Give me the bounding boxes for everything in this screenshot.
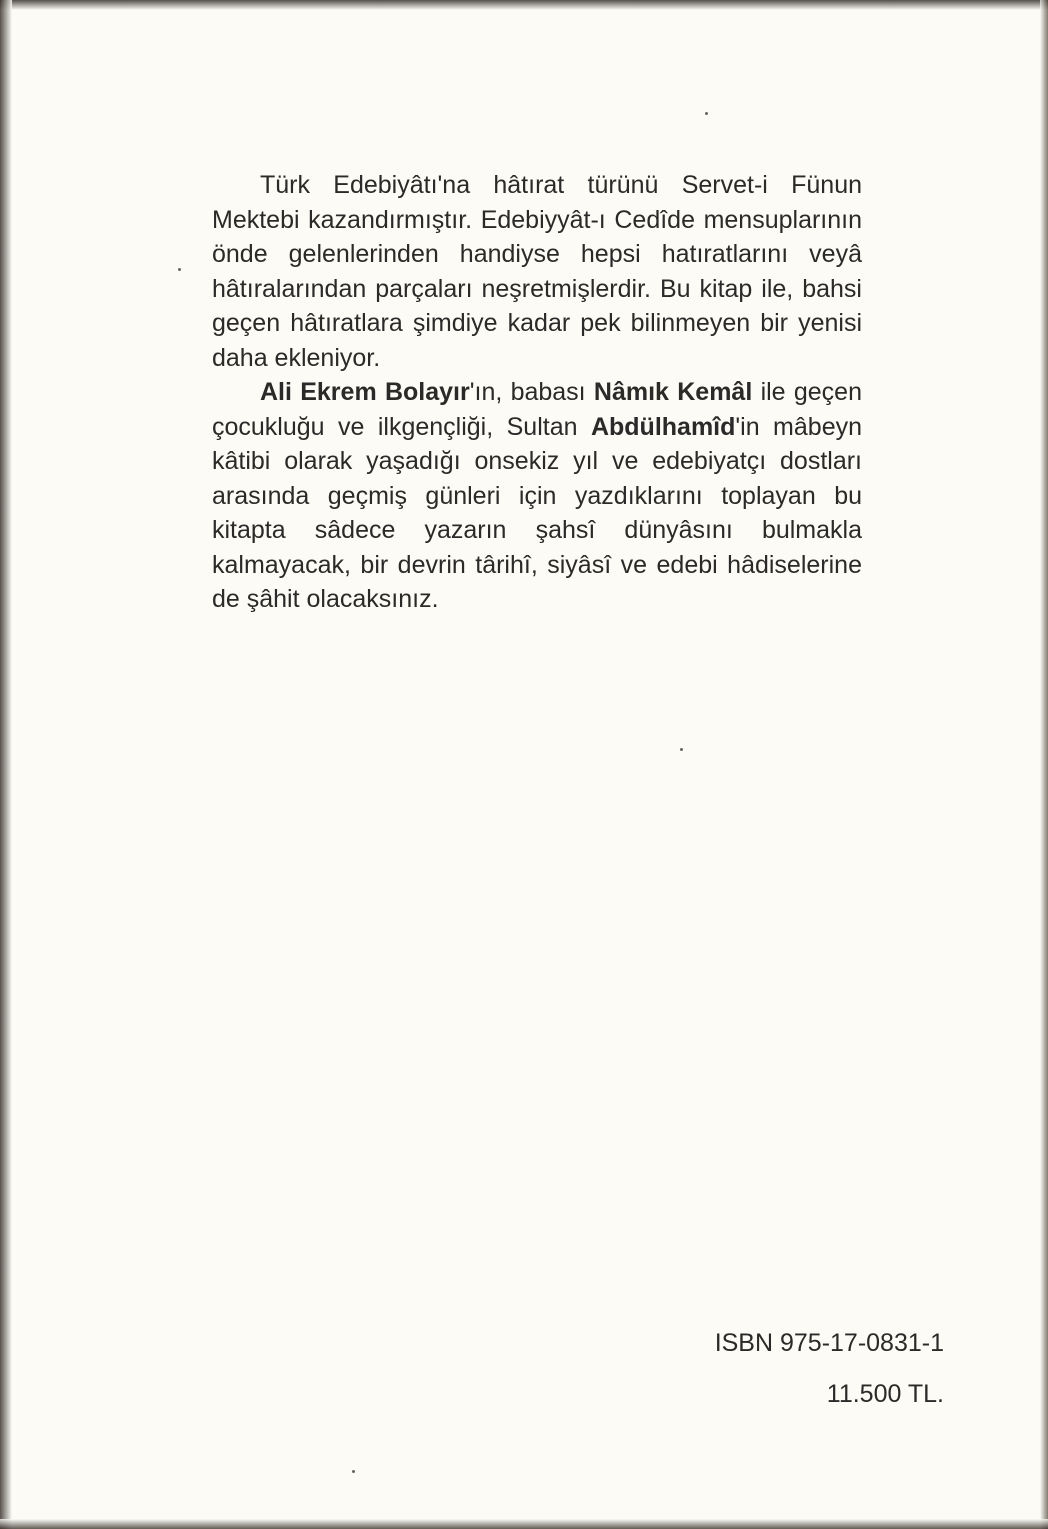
scan-edge-top [0,0,1048,10]
scan-edge-right [1040,0,1048,1529]
isbn: ISBN 975-17-0831-1 [714,1329,944,1357]
paragraph-2-text-1: 'ın, babası [469,378,594,406]
publication-info [715,1318,944,1420]
paragraph-2-text-2: ile geçen çocukluğu ve ilkgençliği, Sultan [212,378,862,441]
scan-edge-bottom [0,1519,1048,1529]
sultan-name: Abdülhamîd [590,412,736,441]
blurb-paragraph-1: Türk Edebiyâtı'na hâtırat türünü Servet-i Fünun Mektebi kazandırmıştır. Edebiyyât-ı Cedîde mensuplarının önde gelenlerinden handiyse hepsi hatıratlarını veyâ hâtıralarından parçaları neşretmişlerdir. Bu kitap ile, bahsi geçen hâtıratlara şimdiye kadar pek bilinmeyen bir yenisi daha ekleniyor. [212,171,862,372]
price: 11.500 TL. [826,1380,944,1408]
scan-speck [680,748,683,751]
scan-speck [705,112,708,115]
scan-edge-left [0,0,12,1529]
blurb-paragraph-2 [212,375,862,617]
paragraph-2-text-3: 'in mâbeyn kâtibi olarak yaşadığı onsekiz yıl ve edebiyatçı dostları arasında geçmiş günleri için yazdıklarını toplayan bu kitapta sâdece yazarın şahsî dünyâsını bulmakla kalmayacak, bir devrin târihî, siyâsî ve edebi hâdiselerine de şâhit olacaksınız. [212,412,862,613]
father-name: Nâmık Kemâl [593,378,753,406]
blurb-text [212,168,862,617]
scan-speck [352,1470,355,1473]
scan-speck [178,268,181,271]
author-name: Ali Ekrem Bolayır [260,378,470,406]
